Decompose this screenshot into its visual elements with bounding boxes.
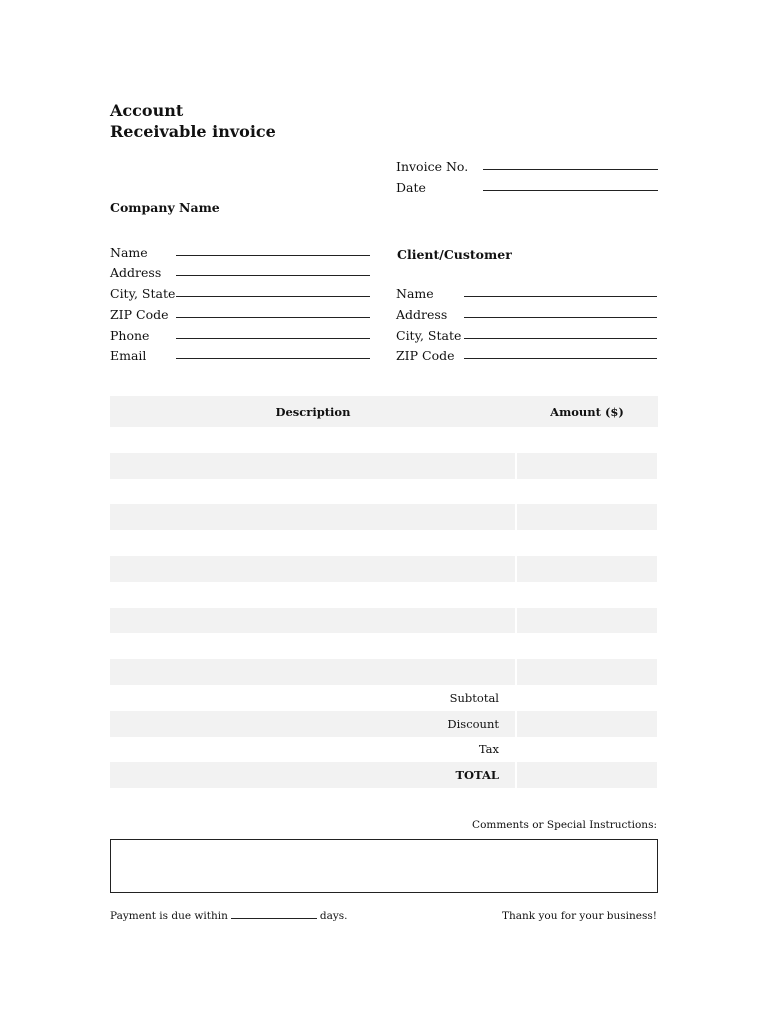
tax-amount-cell[interactable] xyxy=(516,737,658,763)
amount-cell[interactable] xyxy=(516,479,658,505)
line-items-table xyxy=(110,396,659,788)
amount-cell[interactable] xyxy=(516,453,658,479)
payment-prefix: Payment is due within xyxy=(110,910,228,922)
description-cell[interactable] xyxy=(110,504,516,530)
company-address-field[interactable] xyxy=(176,275,370,276)
company-name-row xyxy=(110,242,370,260)
description-cell[interactable] xyxy=(110,608,516,634)
company-field-label: Phone xyxy=(110,328,150,343)
comments-box[interactable] xyxy=(110,839,658,893)
description-cell[interactable] xyxy=(110,479,516,505)
table-row xyxy=(110,659,658,685)
client-address-row xyxy=(396,304,657,322)
amount-cell[interactable] xyxy=(516,556,658,582)
description-column-header: Description xyxy=(110,396,516,427)
comments-label: Comments or Special Instructions: xyxy=(472,819,657,831)
table-row xyxy=(110,608,658,634)
invoice-no-row xyxy=(396,156,658,174)
description-cell[interactable] xyxy=(110,556,516,582)
discount-row xyxy=(110,711,658,737)
company-field-label: Address xyxy=(110,265,162,280)
table-row xyxy=(110,633,658,659)
company-name-heading: Company Name xyxy=(110,200,220,215)
date-label: Date xyxy=(396,180,426,195)
client-field-label: City, State xyxy=(396,328,462,343)
amount-cell[interactable] xyxy=(516,504,658,530)
subtotal-label: Subtotal xyxy=(110,685,516,711)
client-field-label: ZIP Code xyxy=(396,348,455,363)
company-field-label: ZIP Code xyxy=(110,307,169,322)
subtotal-row xyxy=(110,685,658,711)
company-phone-row xyxy=(110,325,370,343)
client-address-field[interactable] xyxy=(464,317,657,318)
description-cell[interactable] xyxy=(110,582,516,608)
title-line-2: Receivable invoice xyxy=(110,122,276,141)
company-city-state-row xyxy=(110,283,370,301)
table-row xyxy=(110,453,658,479)
invoice-title xyxy=(110,100,276,142)
amount-cell[interactable] xyxy=(516,530,658,556)
client-customer-heading: Client/Customer xyxy=(397,247,512,262)
company-field-label: Email xyxy=(110,348,147,363)
amount-cell[interactable] xyxy=(516,582,658,608)
subtotal-amount-cell[interactable] xyxy=(516,685,658,711)
table-row xyxy=(110,556,658,582)
thank-you-note: Thank you for your business! xyxy=(502,910,657,922)
client-zip-row xyxy=(396,345,657,363)
payment-suffix: days. xyxy=(319,910,348,922)
description-cell[interactable] xyxy=(110,633,516,659)
client-city-state-row xyxy=(396,325,657,343)
client-name-row xyxy=(396,283,657,301)
table-row xyxy=(110,427,658,453)
tax-label: Tax xyxy=(110,737,516,763)
company-email-row xyxy=(110,345,370,363)
total-row xyxy=(110,762,658,788)
date-row xyxy=(396,177,658,195)
table-row xyxy=(110,530,658,556)
title-line-1: Account xyxy=(110,101,184,120)
amount-cell[interactable] xyxy=(516,608,658,634)
amount-cell[interactable] xyxy=(516,427,658,453)
table-row xyxy=(110,479,658,505)
table-row xyxy=(110,504,658,530)
amount-column-header: Amount ($) xyxy=(516,396,658,427)
amount-cell[interactable] xyxy=(516,659,658,685)
client-city-state-field[interactable] xyxy=(464,338,657,339)
client-field-label: Name xyxy=(396,286,434,301)
client-field-label: Address xyxy=(396,307,448,322)
discount-label: Discount xyxy=(110,711,516,737)
client-zip-field[interactable] xyxy=(464,358,657,359)
description-cell[interactable] xyxy=(110,427,516,453)
company-name-field[interactable] xyxy=(176,255,370,256)
client-name-field[interactable] xyxy=(464,296,657,297)
company-field-label: Name xyxy=(110,245,148,260)
tax-row xyxy=(110,737,658,763)
total-label: TOTAL xyxy=(110,762,516,788)
payment-days-field[interactable] xyxy=(231,918,317,919)
invoice-no-label: Invoice No. xyxy=(396,159,469,174)
description-cell[interactable] xyxy=(110,659,516,685)
company-zip-field[interactable] xyxy=(176,317,370,318)
date-field[interactable] xyxy=(483,190,658,191)
payment-terms xyxy=(110,910,347,922)
amount-cell[interactable] xyxy=(516,633,658,659)
discount-amount-cell[interactable] xyxy=(516,711,658,737)
company-address-row xyxy=(110,262,370,280)
description-cell[interactable] xyxy=(110,453,516,479)
description-cell[interactable] xyxy=(110,530,516,556)
company-field-label: City, State xyxy=(110,286,176,301)
company-zip-row xyxy=(110,304,370,322)
company-email-field[interactable] xyxy=(176,358,370,359)
table-row xyxy=(110,582,658,608)
total-amount-cell[interactable] xyxy=(516,762,658,788)
company-phone-field[interactable] xyxy=(176,338,370,339)
company-city-state-field[interactable] xyxy=(176,296,370,297)
invoice-no-field[interactable] xyxy=(483,169,658,170)
table-header-row xyxy=(110,396,658,427)
